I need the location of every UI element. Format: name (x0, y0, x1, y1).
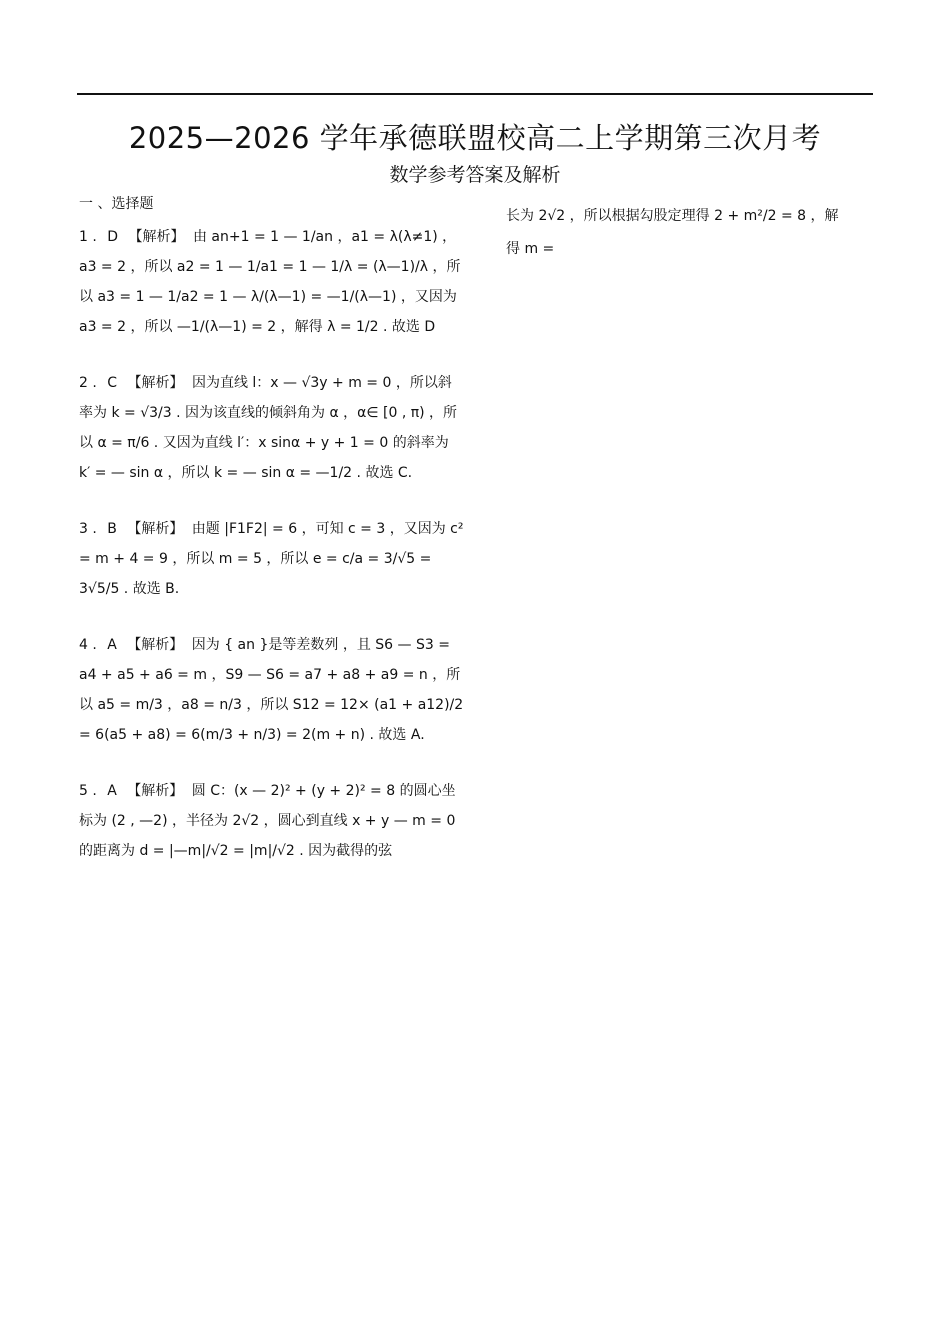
answer-item-3 (79, 514, 464, 604)
answer-item-1 (79, 222, 464, 342)
header-rule (77, 93, 873, 95)
item-tag: 【解析】 (128, 229, 185, 245)
answer-item-4 (79, 630, 464, 750)
continuation-text: 长为 2√2 ，所以根据勾股定理得 2 + m²/2 = 8 ，解得 m = (506, 208, 839, 257)
right-column (506, 200, 851, 266)
item-answer: D (107, 229, 119, 245)
answer-item-2 (79, 368, 464, 488)
item-answer: C (107, 375, 118, 391)
item-number: 5 . (79, 783, 97, 799)
item-explanation: 圆 C：(x — 2)² + (y + 2)² = 8 的圆心坐标为 (2 , —2) ，半径为 2√2 ，圆心到直线 x + y — m = 0 的距离为 d = |—m|/√2 = |m|/√2 . 因为截得的弦 (79, 783, 456, 859)
item-number: 4 . (79, 637, 97, 653)
item-tag: 【解析】 (127, 375, 184, 391)
left-column (79, 222, 464, 874)
item-answer: B (107, 521, 117, 537)
item-explanation: 由题 |F1F2| = 6 ，可知 c = 3 ，又因为 c² = m + 4 = 9 ，所以 m = 5 ，所以 e = c/a = 3/√5 = 3√5/5 . 故选 B. (79, 521, 464, 597)
item-explanation: 由 an+1 = 1 — 1/an ，a1 = λ(λ≠1) ，a3 = 2 ，所以 a2 = 1 — 1/a1 = 1 — 1/λ = (λ—1)/λ ，所以 a3 = 1 — 1/a2 = 1 — λ/(λ—1) = —1/(λ—1) ，又因为 a3 = 2 ，所以 —1/(λ—1) = 2 ，解得 λ = 1/2 . 故选 D (79, 229, 461, 335)
item-answer: A (107, 783, 117, 799)
page-title: 2025—2026 学年承德联盟校高二上学期第三次月考 (128, 121, 822, 155)
page-subtitle: 数学参考答案及解析 (389, 164, 561, 186)
item-number: 3 . (79, 521, 97, 537)
item-explanation: 因为直线 l：x — √3y + m = 0 ，所以斜率为 k = √3/3 . 因为该直线的倾斜角为 α ，α∈ [0 , π) ，所以 α = π/6 . 又因为直线 l′：x sinα + y + 1 = 0 的斜率为 k′ = — sin α ，所以 k = — sin α = —1/2 . 故选 C. (79, 375, 458, 481)
item-number: 1 . (79, 229, 97, 245)
item-tag: 【解析】 (127, 521, 184, 537)
item-tag: 【解析】 (127, 637, 184, 653)
item-tag: 【解析】 (127, 783, 184, 799)
answer-item-5 (79, 776, 464, 866)
item-answer: A (107, 637, 117, 653)
item-explanation: 因为 { an }是等差数列 ，且 S6 — S3 = a4 + a5 + a6 = m ，S9 — S6 = a7 + a8 + a9 = n ，所以 a5 = m/3 ，a8 = n/3 ，所以 S12 = 12× (a1 + a12)/2 = 6(a5 + a8) = 6(m/3 + n/3) = 2(m + n) . 故选 A. (79, 637, 464, 743)
item-number: 2 . (79, 375, 97, 391)
section-title: 一 、选择题 (79, 196, 154, 212)
